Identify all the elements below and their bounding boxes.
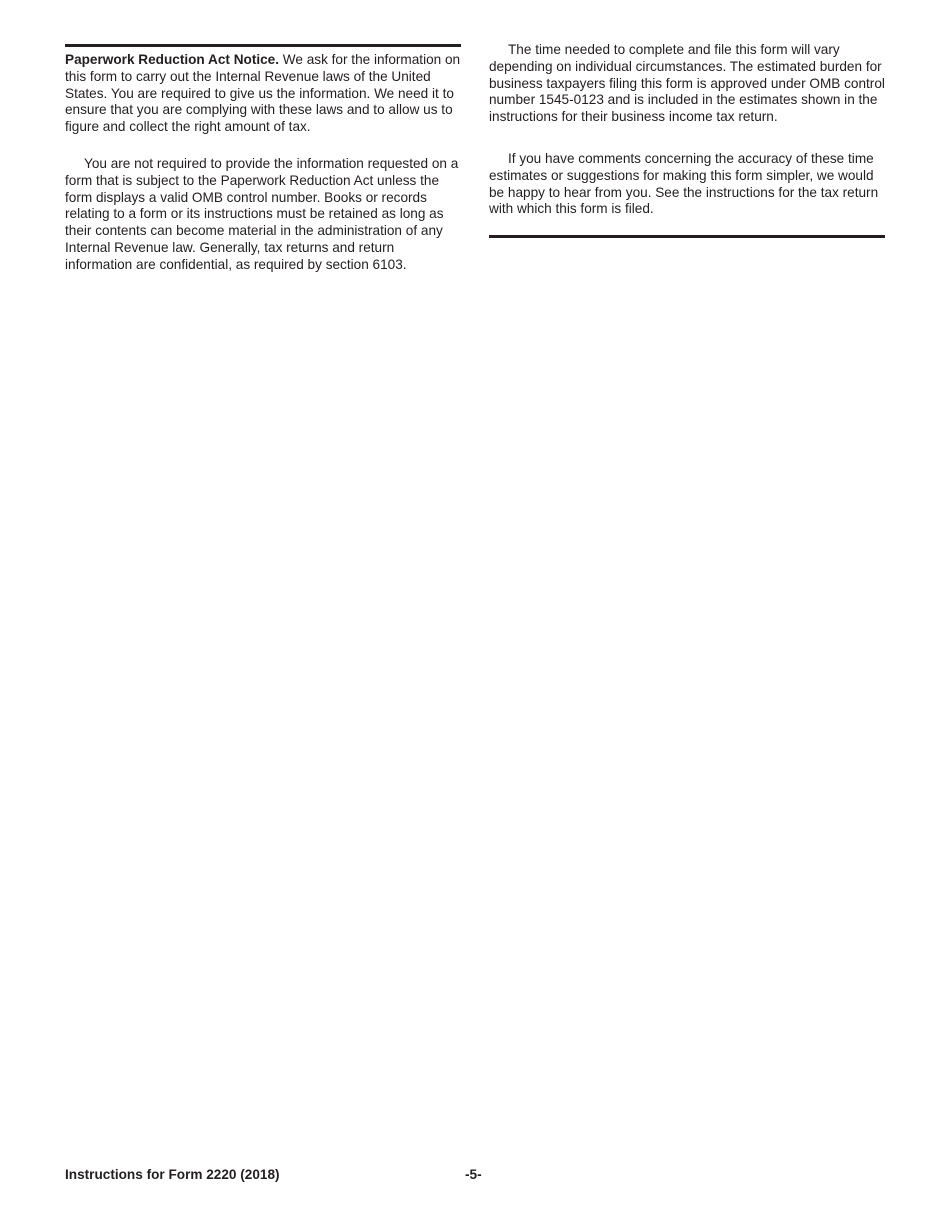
footer-form-title: Instructions for Form 2220 (2018) <box>65 1167 280 1182</box>
paperwork-notice-paragraph <box>65 52 461 136</box>
comments-paragraph: If you have comments concerning the accuracy of these time estimates or suggestions for making this form simpler, we would be happy to hear from you. See the instructions for the tax return with which this form is filed. <box>489 151 879 217</box>
paperwork-notice-body: We ask for the information on this form to carry out the Internal Revenue laws of the United States. You are required to give us the information. We need it to ensure that you are complying with these laws and to allow us to figure and collect the right amount of tax. <box>65 52 461 135</box>
footer-page-number: -5- <box>465 1167 482 1182</box>
time-estimate-paragraph: The time needed to complete and file this form will vary depending on individual circumstances. The estimated burden for business taxpayers filing this form is approved under OMB control number 1545-0123 and is included in the estimates shown in the instructions for their business income tax return. <box>489 42 885 125</box>
paperwork-notice-heading: Paperwork Reduction Act Notice. <box>65 52 280 67</box>
section-end-rule <box>489 235 885 238</box>
omb-requirement-paragraph: You are not required to provide the information requested on a form that is subject to the Paperwork Reduction Act unless the form displays a valid OMB control number. Books or records relating to a form or its instructions must be retained as long as their contents can become material in the administration of any Internal Revenue law. Generally, tax returns and return information are confidential, as required by section 6103. <box>65 156 459 272</box>
section-top-rule <box>65 44 461 47</box>
